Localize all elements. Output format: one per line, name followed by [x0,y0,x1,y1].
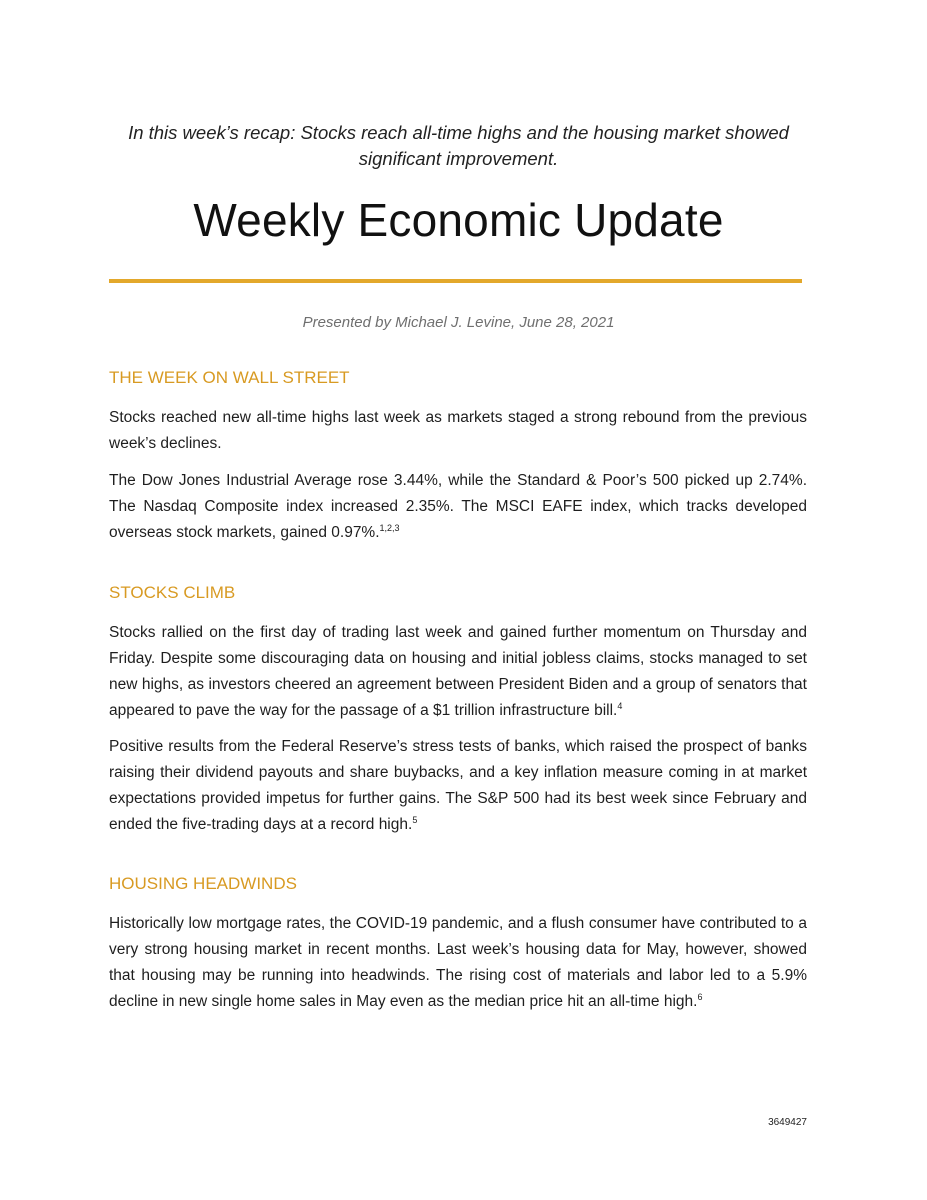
footnote-ref: 5 [412,815,418,825]
paragraph [109,911,807,1015]
paragraph [109,468,807,546]
recap-line-2: significant improvement. [358,148,559,169]
section-heading-housing-headwinds: HOUSING HEADWINDS [109,874,297,893]
document-code: 3649427 [768,1117,807,1128]
paragraph-text: Stocks reached new all-time highs last week as markets staged a strong rebound from the previous week’s declines. [109,409,807,452]
paragraph-text: The Dow Jones Industrial Average rose 3.44%, while the Standard & Poor’s 500 picked up 2.74%. The Nasdaq Composite index increased 2.35%. The MSCI EAFE index, which tracks developed overseas stock markets, gained 0.97%. [109,472,807,541]
paragraph-text: Stocks rallied on the first day of trading last week and gained further momentum on Thursday and Friday. Despite some discouraging data on housing and initial jobless claims, stocks managed to set new highs, as investors cheered an agreement between President Biden and a group of senators that appeared to pave the way for the passage of a $1 trillion infrastructure bill. [109,624,807,719]
paragraph-text: Positive results from the Federal Reserve’s stress tests of banks, which raised the prospect of banks raising their dividend payouts and share buybacks, and a key inflation measure coming in at market expectations provided impetus for further gains. The S&P 500 had its best week since February and ended the five-trading days at a record high. [109,738,807,833]
section-heading-week-on-wall-street: THE WEEK ON WALL STREET [109,368,350,387]
footnote-ref: 6 [697,992,703,1002]
recap-line-1: In this week’s recap: Stocks reach all-time highs and the housing market showed [128,122,789,143]
footnote-ref: 4 [617,701,623,711]
presented-by: Presented by Michael J. Levine, June 28, 2021 [302,314,615,331]
section-heading-stocks-climb: STOCKS CLIMB [109,583,236,602]
footnote-ref: 1,2,3 [379,523,400,533]
paragraph [109,405,807,457]
paragraph [109,734,807,838]
recap-summary [110,120,807,172]
paragraph [109,620,807,724]
paragraph-text: Historically low mortgage rates, the COVID-19 pandemic, and a flush consumer have contributed to a very strong housing market in recent months. Last week’s housing data for May, however, showed that housing may be running into headwinds. The rising cost of materials and labor led to a 5.9% decline in new single home sales in May even as the median price hit an all-time high. [109,915,807,1010]
title-divider [109,279,802,283]
page-title: Weekly Economic Update [193,194,724,246]
